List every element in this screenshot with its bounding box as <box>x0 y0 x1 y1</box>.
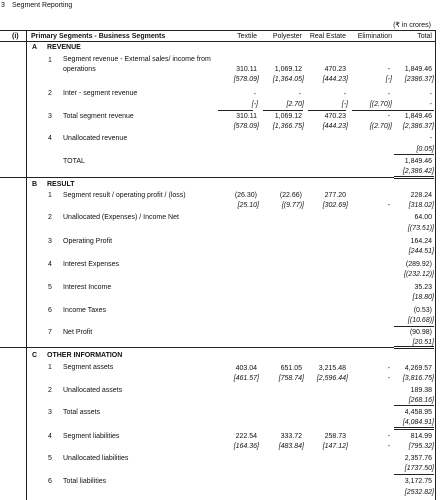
row-number: 6 <box>48 307 52 314</box>
row-label: Unallocated revenue <box>63 135 128 142</box>
row-number: 3 <box>48 409 52 416</box>
elimination-value: - <box>387 202 390 209</box>
textile-value: (26.30) <box>234 192 257 199</box>
total-value: 1,849.46 <box>404 113 432 120</box>
elimination-value: - <box>387 91 390 98</box>
real-estate-prev: [2,596.44] <box>316 375 348 382</box>
polyester-prev: [2.70] <box>286 101 304 108</box>
total-value: - <box>429 135 432 142</box>
total-prev: [1737.50] <box>404 465 434 472</box>
total-value: 2,357.76 <box>404 455 432 462</box>
elimination-prev: - <box>387 443 390 450</box>
row-number: 4 <box>48 135 52 142</box>
total-value: 3,172.75 <box>404 478 432 485</box>
row-number: 2 <box>48 90 52 97</box>
real-estate-prev: [444.23] <box>322 76 348 83</box>
row-number: 5 <box>48 284 52 291</box>
polyester-value: (22.66) <box>279 192 302 199</box>
polyester-prev: [483.84] <box>278 443 304 450</box>
real-estate-value: - <box>343 91 346 98</box>
table-right-rule <box>435 30 436 500</box>
row-number: 6 <box>48 478 52 485</box>
textile-value: 403.04 <box>235 365 257 372</box>
real-estate-value: 3,215.48 <box>318 365 346 372</box>
header-bottom-rule <box>0 41 436 42</box>
subtotal-rule <box>394 474 434 475</box>
elimination-prev: [(2.70)] <box>369 123 392 130</box>
real-estate-prev: [-] <box>341 101 348 108</box>
polyester-value: 1,069.12 <box>274 113 302 120</box>
textile-prev: [25.10] <box>237 202 259 209</box>
row-label: Interest Expenses <box>63 261 120 268</box>
row-number: 4 <box>48 261 52 268</box>
real-estate-value: 470.23 <box>324 113 346 120</box>
polyester-value: 1,069.12 <box>274 66 302 73</box>
section-number: 3 <box>1 2 5 9</box>
real-estate-value: 470.23 <box>324 66 346 73</box>
subtotal-rule <box>394 405 434 406</box>
row-label: TOTAL <box>63 158 85 165</box>
total-value: (0.53) <box>413 307 432 314</box>
section-title: REVENUE <box>47 44 81 51</box>
section-letter: A <box>32 44 38 51</box>
elimination-value: - <box>387 66 390 73</box>
total-double-rule <box>394 427 434 428</box>
subtotal-rule <box>308 110 346 111</box>
textile-value: 222.54 <box>235 433 257 440</box>
total-value: 4,269.57 <box>404 365 432 372</box>
column-divider <box>26 30 27 500</box>
row-label: Unallocated assets <box>63 387 123 394</box>
elimination-value: - <box>387 113 390 120</box>
elimination-value: - <box>387 365 390 372</box>
row-number: 1 <box>48 192 52 199</box>
row-number: 4 <box>48 433 52 440</box>
table-title: Primary Segments - Business Segments <box>31 33 166 40</box>
total-prev: [18.80] <box>412 294 434 301</box>
section-divider <box>0 347 394 348</box>
row-label: Total segment revenue <box>63 113 134 120</box>
subtotal-rule <box>352 110 394 111</box>
total-value: 1,849.46 <box>404 66 432 73</box>
total-prev: [20.51] <box>412 339 434 346</box>
textile-prev: [-] <box>251 101 258 108</box>
polyester-value: 651.05 <box>280 365 302 372</box>
col-header-textile: Textile <box>237 33 257 40</box>
row-label: Unallocated liabilities <box>63 455 129 462</box>
total-double-rule <box>394 178 434 179</box>
total-value: 228.24 <box>410 192 432 199</box>
row-number: 3 <box>48 113 52 120</box>
col-header-polyester: Polyester <box>272 33 302 40</box>
total-prev: [2532.82] <box>404 489 434 496</box>
textile-prev: [578.09] <box>233 123 259 130</box>
row-label: Unallocated (Expenses) / Income Net <box>63 214 179 221</box>
polyester-value: - <box>298 91 301 98</box>
total-prev: [(10.68)] <box>407 317 434 324</box>
row-label: Operating Profit <box>63 238 113 245</box>
row-label: Inter - segment revenue <box>63 90 138 97</box>
polyester-prev: [758.74] <box>278 375 304 382</box>
roman-numeral: (i) <box>12 33 19 40</box>
elimination-prev: [-] <box>385 76 392 83</box>
subtotal-rule <box>218 110 253 111</box>
row-label: Net Profit <box>63 329 93 336</box>
subtotal-rule <box>263 110 303 111</box>
row-number: 7 <box>48 329 52 336</box>
real-estate-prev: [147.12] <box>322 443 348 450</box>
unit-note: (₹ in crores) <box>393 22 431 29</box>
total-value: 189.38 <box>410 387 432 394</box>
total-double-rule <box>394 346 434 347</box>
subtotal-rule <box>394 110 434 111</box>
textile-prev: [461.57] <box>233 375 259 382</box>
total-prev: [0.05] <box>416 146 434 153</box>
section-title: RESULT <box>47 181 75 188</box>
total-value: 1,849.46 <box>404 158 432 165</box>
row-label: Segment revenue - External sales/ income from <box>63 56 211 63</box>
total-prev: [2386.37] <box>404 76 434 83</box>
total-prev: [2,386.42] <box>402 168 434 175</box>
row-label: Segment assets <box>63 364 114 371</box>
total-value: - <box>429 91 432 98</box>
col-header-total: Total <box>417 33 432 40</box>
row-label: Income Taxes <box>63 307 107 314</box>
total-value: (90.98) <box>409 329 432 336</box>
polyester-value: 333.72 <box>280 433 302 440</box>
row-label: Total liabilities <box>63 478 107 485</box>
total-prev: [244.51] <box>408 248 434 255</box>
real-estate-value: 277.20 <box>324 192 346 199</box>
row-number: 1 <box>48 57 52 64</box>
real-estate-prev: [302.69] <box>322 202 348 209</box>
total-prev: [318.02] <box>408 202 434 209</box>
total-double-rule <box>394 429 434 430</box>
row-label: Interest Income <box>63 284 112 291</box>
row-number: 5 <box>48 455 52 462</box>
total-prev: - <box>429 101 432 108</box>
total-prev: [(232.12)] <box>404 271 434 278</box>
row-label: Segment result / operating profit / (loss) <box>63 192 186 199</box>
row-label: Segment liabilities <box>63 433 120 440</box>
elimination-value: - <box>387 433 390 440</box>
row-number: 1 <box>48 364 52 371</box>
elimination-prev: [(2.70)] <box>369 101 392 108</box>
total-double-rule <box>394 348 434 349</box>
subtotal-rule <box>394 326 434 327</box>
textile-prev: [164.36] <box>233 443 259 450</box>
total-value: 4,458.95 <box>404 409 432 416</box>
textile-value: 310.11 <box>236 66 257 73</box>
polyester-prev: [1,364.05] <box>272 76 304 83</box>
row-number: 3 <box>48 238 52 245</box>
row-label: Total assets <box>63 409 100 416</box>
total-value: 814.99 <box>410 433 432 440</box>
total-prev: [3,816.75] <box>402 375 434 382</box>
real-estate-prev: [444.23] <box>322 123 348 130</box>
section-title: OTHER INFORMATION <box>47 352 123 359</box>
total-prev: [268.16] <box>408 397 434 404</box>
col-header-elimination: Elimination <box>357 33 392 40</box>
section-divider <box>0 177 394 178</box>
polyester-prev: [1,366.75] <box>272 123 304 130</box>
elimination-prev: - <box>387 375 390 382</box>
row-number: 2 <box>48 387 52 394</box>
total-value: 164.24 <box>410 238 432 245</box>
total-double-rule <box>394 176 434 177</box>
row-number: 2 <box>48 214 52 221</box>
total-value: (289.92) <box>405 261 432 268</box>
table-top-rule <box>0 30 436 31</box>
section-title: Segment Reporting <box>12 2 73 9</box>
total-prev: [2,386.37] <box>402 123 434 130</box>
polyester-prev: [(9.77)] <box>281 202 304 209</box>
real-estate-value: 258.73 <box>324 433 346 440</box>
textile-value: - <box>253 91 256 98</box>
row-label-cont: operations <box>63 66 96 73</box>
total-value: 64.00 <box>414 214 432 221</box>
total-prev: [795.32] <box>408 443 434 450</box>
subtotal-rule <box>394 154 434 155</box>
textile-value: 310.11 <box>236 113 257 120</box>
total-prev: [4,084.91] <box>402 419 434 426</box>
col-header-real-estate: Real Estate <box>309 33 346 40</box>
textile-prev: [578.09] <box>233 76 259 83</box>
total-value: 35.23 <box>414 284 432 291</box>
section-letter: C <box>32 352 38 359</box>
total-prev: [(73.51)] <box>407 225 434 232</box>
section-letter: B <box>32 181 38 188</box>
